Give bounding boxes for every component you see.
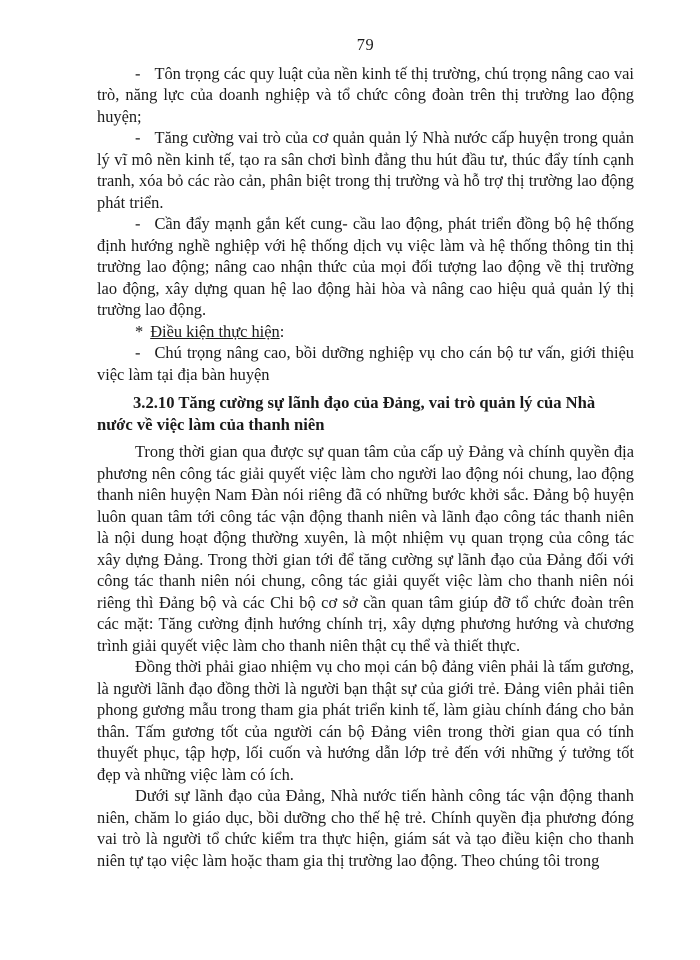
bullet-dash-marker: - (135, 63, 141, 83)
conditions-note-label: Điều kiện thực hiện (150, 321, 280, 341)
bullet-dash-marker: - (135, 214, 141, 233)
conditions-note (97, 321, 634, 343)
page-number: 79 (356, 35, 375, 54)
paragraph-text: Tôn trọng các quy luật của nền kinh tế thị trường, chú trọng nâng cao vai trò, năng lực của doanh nghiệp và tổ chức công đoàn trên thị trường lao động huyện; (97, 63, 634, 126)
paragraph-text: Cần đẩy mạnh gắn kết cung- cầu lao động, phát triển đồng bộ hệ thống định hướng nghề nghiệp với hệ thống dịch vụ việc làm và hệ thống thông tin thị trường lao động; nâng cao nhận thức của mọi đối tượng lao động về thị trường lao động, xây dựng quan hệ lao động hài hòa và nâng cao hiệu quả quản lý thị trường lao động. (97, 214, 634, 319)
bullet-paragraph-training (97, 342, 634, 385)
bullet-dash-marker: - (135, 128, 141, 147)
bullet-dash-marker: - (135, 343, 141, 362)
paragraph-text: Tăng cường vai trò của cơ quản quản lý Nhà nước cấp huyện trong quản lý vĩ mô nền kinh tế, tạo ra sân chơi bình đẳng thu hút đầu tư, thúc đẩy tính cạnh tranh, xóa bỏ các rào cản, phân biệt trong thị trường và hỗ trợ thị trường lao động phát triển. (97, 128, 634, 212)
section-heading-3-2-10: 3.2.10 Tăng cường sự lãnh đạo của Đảng, vai trò quản lý của Nhà nước về việc làm của thanh niên (97, 393, 596, 434)
asterisk-marker: * (135, 321, 144, 341)
bullet-paragraph-supply-demand (97, 213, 634, 321)
bullet-paragraph-market-rules (97, 63, 634, 128)
conditions-note-colon: : (279, 321, 285, 341)
bullet-paragraph-state-role (97, 127, 634, 213)
paragraph-text: Chú trọng nâng cao, bồi dưỡng nghiệp vụ cho cán bộ tư vấn, giới thiệu việc làm tại địa bàn huyện (97, 343, 634, 384)
body-paragraph-state-leadership: Dưới sự lãnh đạo của Đảng, Nhà nước tiến hành công tác vận động thanh niên, chăm lo giáo dục, bồi dưỡng cho thế hệ trẻ. Chính quyền địa phương đóng vai trò là người tổ chức kiểm tra thực hiện, giám sát và tạo điều kiện cho thanh niên tự tạo việc làm hoặc tham gia thị trường lao động. Theo chúng tôi trong (97, 786, 634, 870)
body-paragraph-party-attention: Trong thời gian qua được sự quan tâm của cấp uỷ Đảng và chính quyền địa phương nên công tác giải quyết việc làm cho người lao động nói chung, lao động thanh niên huyện Nam Đàn nói riêng đã có những bước khởi sắc. Đảng bộ huyện luôn quan tâm tới công tác vận động thanh niên và lãnh đạo công tác thanh niên là nội dung hoạt động thường xuyên, là một nhiệm vụ quan trọng của công tác xây dựng Đảng. Trong thời gian tới để tăng cường sự lãnh đạo của Đảng đối với công tác thanh niên nói chung, công tác giải quyết việc làm cho thanh niên nói riêng thì Đảng bộ và các Chi bộ cơ sở cần quan tâm giúp đỡ tổ chức đoàn trên các mặt: Tăng cường định hướng chính trị, xây dựng phương hướng và chương trình giải quyết việc làm cho thanh niên thật cụ thể và thiết thực. (97, 442, 634, 655)
body-paragraph-party-members-example: Đồng thời phải giao nhiệm vụ cho mọi cán bộ đảng viên phải là tấm gương, là người lãnh đạo đồng thời là người bạn thật sự của giới trẻ. Đảng viên phải tiên phong gương mẫu trong tham gia phát triển kinh tế, làm giàu chính đáng cho bản thân. Tấm gương tốt của người cán bộ Đảng viên trong thời gian qua có tính thuyết phục, tập hợp, lối cuốn và hướng dẫn lớp trẻ đến với những ý tưởng tốt đẹp và những việc làm có ích. (97, 657, 634, 784)
